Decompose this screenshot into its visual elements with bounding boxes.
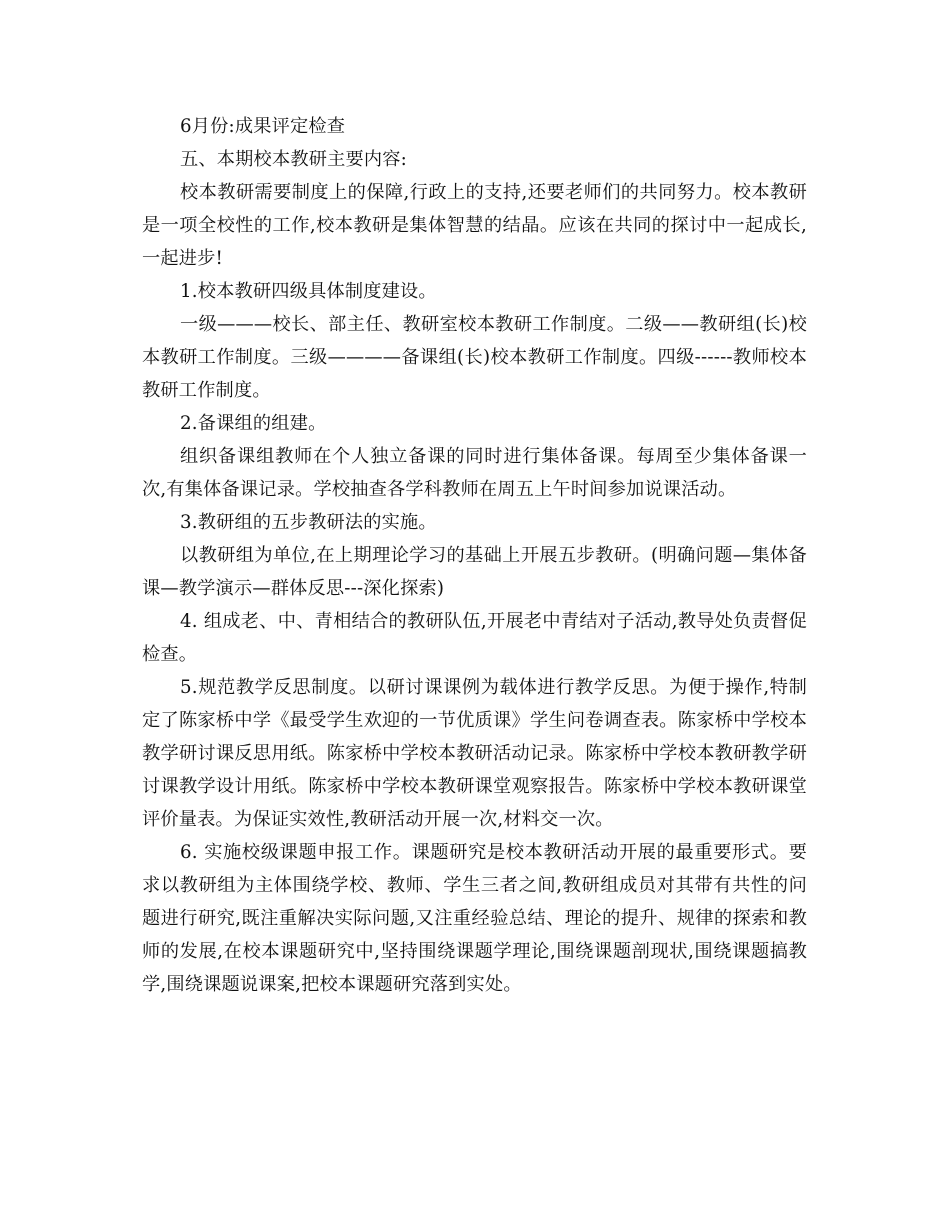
item-heading-2: 2.备课组的组建。 [180, 413, 327, 434]
item-heading-1: 1.校本教研四级具体制度建设。 [180, 281, 437, 302]
paragraph-five-steps: 以教研组为单位,在上期理论学习的基础上开展五步教研。(明确问题—集体备课—教学演示—群体反思---深化探索) [142, 545, 807, 599]
paragraph-intro: 校本教研需要制度上的保障,行政上的支持,还要老师们的共同努力。校本教研是一项全校性的工作,校本教研是集体智慧的结晶。应该在共同的探讨中一起成长,一起进步! [142, 182, 807, 269]
item-heading-3: 3.教研组的五步教研法的实施。 [180, 512, 437, 533]
item-6: 6. 实施校级课题申报工作。课题研究是校本教研活动开展的最重要形式。要求以教研组为主体围绕学校、教师、学生三者之间,教研组成员对其带有共性的问题进行研究,既注重解决实际问题,又注重经验总结、理论的提升、规律的探索和教师的发展,在校本课题研究中,坚持围绕课题学理论,围绕课题剖现状,围绕课题搞教学,围绕课题说课案,把校本课题研究落到实处。 [142, 842, 807, 995]
paragraph-four-levels: 一级———校长、部主任、教研室校本教研工作制度。二级——教研组(长)校本教研工作制度。三级————备课组(长)校本教研工作制度。四级------教师校本教研工作制度。 [142, 314, 807, 401]
paragraph-lesson-groups: 组织备课组教师在个人独立备课的同时进行集体备课。每周至少集体备课一次,有集体备课记录。学校抽查各学科教师在周五上午时间参加说课活动。 [142, 446, 807, 500]
item-4: 4. 组成老、中、青相结合的教研队伍,开展老中青结对子活动,教导处负责督促检查。 [142, 611, 807, 665]
paragraph-june-review: 6月份:成果评定检查 [180, 116, 346, 137]
document-page [142, 110, 807, 1001]
item-5: 5.规范教学反思制度。以研讨课课例为载体进行教学反思。为便于操作,特制定了陈家桥中学《最受学生欢迎的一节优质课》学生问卷调查表。陈家桥中学校本教学研讨课反思用纸。陈家桥中学校本教研活动记录。陈家桥中学校本教研教学研讨课教学设计用纸。陈家桥中学校本教研课堂观察报告。陈家桥中学校本教研课堂评价量表。为保证实效性,教研活动开展一次,材料交一次。 [142, 677, 807, 830]
section-heading-main-content: 五、本期校本教研主要内容: [180, 149, 407, 170]
